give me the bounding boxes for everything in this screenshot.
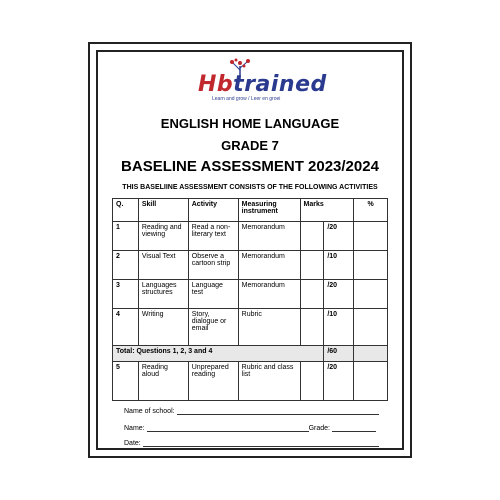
school-name-field[interactable] bbox=[124, 406, 379, 415]
header-activity: Activity bbox=[188, 199, 238, 222]
table-row: 5 Reading aloud Unprepared reading Rubric and class list /20 bbox=[113, 362, 388, 401]
header-percent: % bbox=[354, 199, 388, 222]
school-label: Name of school: bbox=[124, 408, 175, 415]
table-header-row bbox=[113, 199, 388, 222]
subject-heading: ENGLISH HOME LANGUAGE bbox=[160, 116, 340, 131]
grade-heading: GRADE 7 bbox=[221, 138, 279, 153]
name-field[interactable] bbox=[124, 423, 376, 432]
grade-label: Grade: bbox=[308, 425, 330, 432]
table-row: 1 Reading and viewing Read a non-literary text Memorandum /20 bbox=[113, 222, 388, 251]
date-label: Date: bbox=[124, 440, 141, 447]
assessment-subtitle: THIS BASELIINE ASSESSMENT CONSISTS OF THE FOLLOWING ACTIVITIES bbox=[122, 184, 378, 191]
header-marks: Marks bbox=[300, 199, 354, 222]
total-row: Total: Questions 1, 2, 3 and 4 /60 bbox=[113, 346, 388, 362]
table-row: 3 Languages structures Language test Memorandum /20 bbox=[113, 280, 388, 309]
date-field[interactable] bbox=[124, 438, 379, 447]
assessment-title: BASELINE ASSESSMENT 2023/2024 bbox=[121, 158, 379, 175]
name-label: Name: bbox=[124, 425, 145, 432]
table-row: 4 Writing Story, dialogue or email Rubric /10 bbox=[113, 309, 388, 346]
logo-tagline: Learn and grow / Leer en groei bbox=[212, 96, 281, 102]
activities-table bbox=[112, 198, 388, 401]
header-q: Q. bbox=[113, 199, 139, 222]
header-skill: Skill bbox=[138, 199, 188, 222]
hbtrained-logo bbox=[190, 58, 327, 104]
header-instrument: Measuring instrument bbox=[238, 199, 300, 222]
logo-wordmark: Hbtrained bbox=[198, 72, 327, 97]
table-row: 2 Visual Text Observe a cartoon strip Memorandum /10 bbox=[113, 251, 388, 280]
